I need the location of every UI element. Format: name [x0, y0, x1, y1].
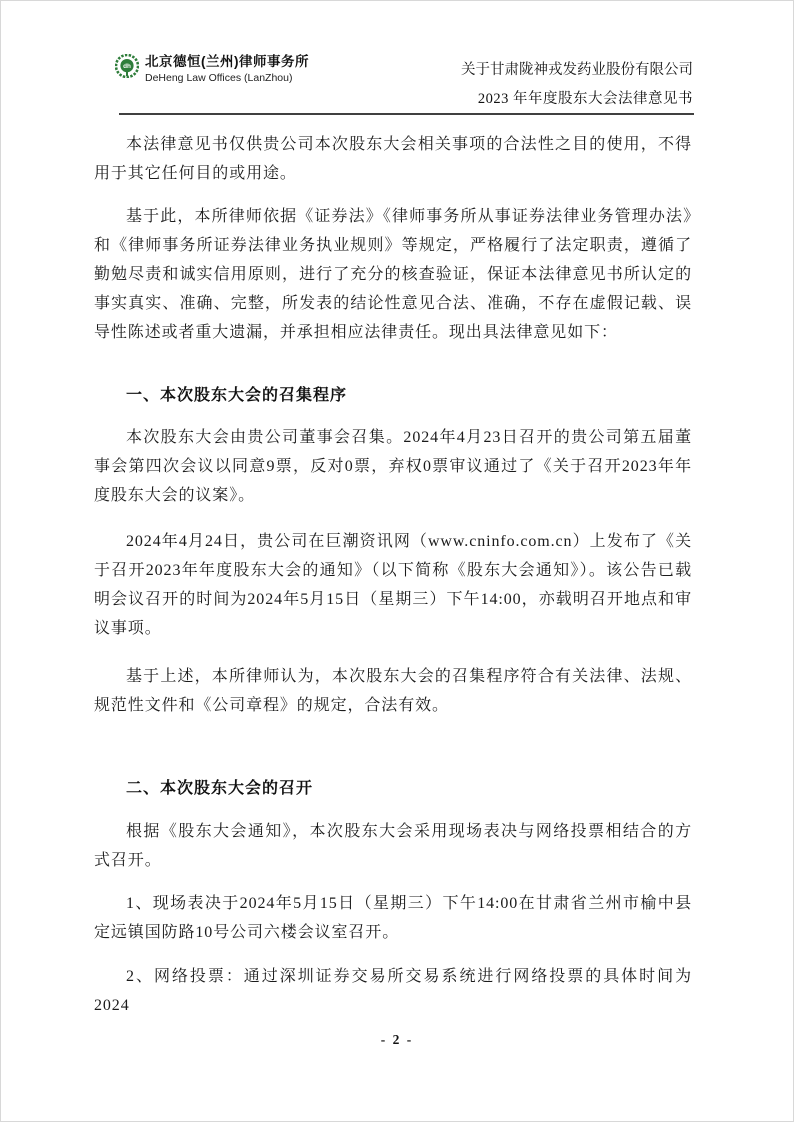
- paragraph-intro-1: 本法律意见书仅供贵公司本次股东大会相关事项的合法性之目的使用，不得用于其它任何目的或用途。: [94, 136, 692, 182]
- section-2-paragraph-1: 根据《股东大会通知》，本次股东大会采用现场表决与网络投票相结合的方式召开。: [94, 823, 692, 869]
- section-2-paragraph-3: 2、网络投票：通过深圳证券交易所交易系统进行网络投票的具体时间为2024: [94, 968, 692, 1014]
- deheng-logo-icon: [115, 54, 139, 78]
- firm-name-en: DeHeng Law Offices (LanZhou): [145, 72, 293, 84]
- letterhead-right: [461, 54, 693, 107]
- section-1-title: 一、本次股东大会的召集程序: [126, 387, 348, 404]
- doc-title-line2: 2023 年年度股东大会法律意见书: [477, 91, 693, 107]
- paragraph-intro-2: 基于此，本所律师依据《证券法》《律师事务所从事证券法律业务管理办法》和《律师事务所证券法律业务执业规则》等规定，严格履行了法定职责，遵循了勤勉尽责和诚实信用原则，进行了充分的核查验证，保证本法律意见书所认定的事实真实、准确、完整，所发表的结论性意见合法、准确，不存在虚假记载、误导性陈述或者重大遗漏，并承担相应法律责任。现出具法律意见如下：: [94, 208, 692, 341]
- section-1-paragraph-3: 基于上述，本所律师认为，本次股东大会的召集程序符合有关法律、法规、规范性文件和《公司章程》的规定，合法有效。: [94, 668, 692, 714]
- firm-name-cn: 北京德恒(兰州)律师事务所: [145, 54, 309, 69]
- firm-names: [145, 54, 309, 85]
- svg-text:dh: dh: [123, 63, 131, 70]
- section-1-paragraph-1: 本次股东大会由贵公司董事会召集。2024年4月23日召开的贵公司第五届董事会第四次会议以同意9票，反对0票，弃权0票审议通过了《关于召开2023年年度股东大会的议案》。: [94, 429, 692, 504]
- page-header: [115, 54, 693, 107]
- doc-title-line1: 关于甘肃陇神戎发药业股份有限公司: [461, 62, 693, 78]
- document-body: [94, 130, 692, 1020]
- page-number: - 2 -: [380, 1032, 414, 1047]
- section-1-paragraph-2: 2024年4月24日，贵公司在巨潮资讯网（www.cninfo.com.cn）上发布了《关于召开2023年年度股东大会的通知》（以下简称《股东大会通知》）。该公告已载明会议召开的时间为2024年5月15日（星期三）下午14:00，亦载明召开地点和审议事项。: [94, 533, 692, 637]
- section-2-paragraph-2: 1、现场表决于2024年5月15日（星期三）下午14:00在甘肃省兰州市榆中县定远镇国防路10号公司六楼会议室召开。: [94, 895, 692, 941]
- page-footer: [1, 1032, 793, 1048]
- header-rule: [119, 113, 694, 115]
- section-2-title: 二、本次股东大会的召开: [126, 780, 314, 797]
- letterhead-left: [115, 54, 309, 85]
